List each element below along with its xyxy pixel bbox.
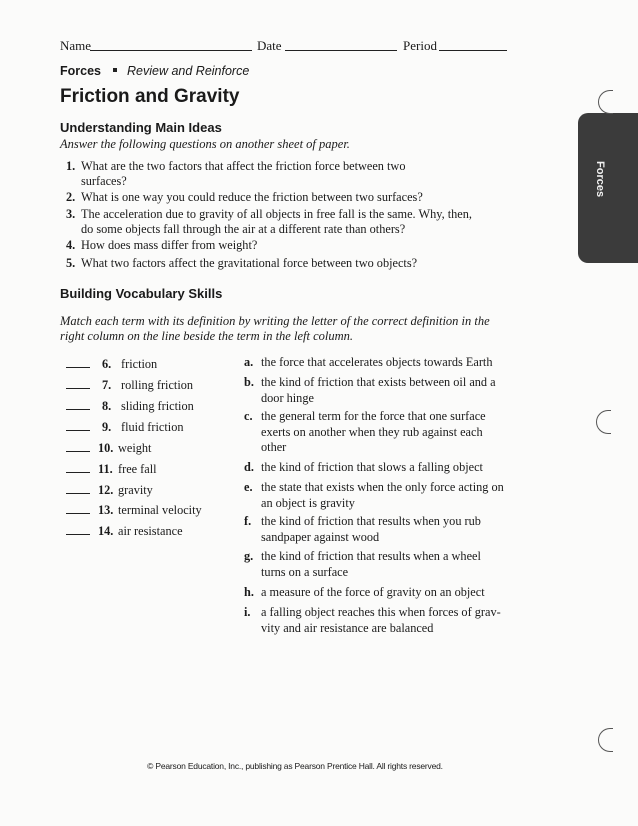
answer-blank[interactable] bbox=[66, 472, 90, 473]
answer-blank[interactable] bbox=[66, 451, 90, 452]
main-ideas-instruction: Answer the following questions on another sheet of paper. bbox=[60, 137, 350, 151]
question-number: 2. bbox=[66, 190, 76, 204]
section-name: Forces bbox=[60, 64, 101, 78]
answer-blank[interactable] bbox=[66, 388, 90, 389]
question-text: What are the two factors that affect the friction force between two surfaces? bbox=[81, 159, 406, 188]
term-item bbox=[66, 462, 216, 478]
term-text: rolling friction bbox=[121, 378, 194, 392]
question-text: What two factors affect the gravitational force between two objects? bbox=[81, 256, 418, 270]
period-line[interactable] bbox=[439, 39, 507, 51]
definition-text: the kind of friction that slows a falling object bbox=[261, 460, 483, 474]
definition-item bbox=[244, 460, 516, 476]
definition-text: a falling object reaches this when forces of grav-vity and air resistance are balanced bbox=[261, 605, 501, 635]
term-item bbox=[66, 420, 216, 436]
definition-letter: e. bbox=[244, 480, 253, 494]
binder-hole-icon bbox=[596, 410, 611, 434]
term-text: weight bbox=[118, 441, 152, 455]
question-number: 1. bbox=[66, 159, 76, 173]
term-item bbox=[66, 524, 216, 540]
term-number: 14. bbox=[98, 524, 114, 538]
question-item bbox=[66, 190, 486, 205]
question-text: How does mass differ from weight? bbox=[81, 238, 258, 252]
term-number: 13. bbox=[98, 503, 114, 517]
term-text: free fall bbox=[118, 462, 157, 476]
date-line[interactable] bbox=[285, 39, 397, 51]
binder-hole-icon bbox=[598, 90, 613, 114]
header-fields bbox=[60, 38, 520, 56]
page-title: Friction and Gravity bbox=[60, 86, 240, 107]
answer-blank[interactable] bbox=[66, 430, 90, 431]
definition-letter: f. bbox=[244, 514, 252, 528]
definition-letter: a. bbox=[244, 355, 254, 369]
question-item bbox=[66, 159, 486, 189]
definition-text: the kind of friction that results when you rub sandpaper against wood bbox=[261, 514, 481, 544]
term-item bbox=[66, 503, 216, 519]
definition-text: the kind of friction that exists between oil and a door hinge bbox=[261, 375, 496, 405]
answer-blank[interactable] bbox=[66, 367, 90, 368]
name-label: Name bbox=[60, 38, 92, 53]
term-text: sliding friction bbox=[121, 399, 194, 413]
definition-text: the general term for the force that one surface exerts on another when they rub against each other bbox=[261, 409, 486, 454]
definition-item bbox=[244, 375, 516, 406]
definition-text: the kind of friction that results when a wheel turns on a surface bbox=[261, 549, 481, 579]
term-item bbox=[66, 399, 216, 415]
term-text: air resistance bbox=[118, 524, 183, 538]
definition-text: the state that exists when the only force acting on an object is gravity bbox=[261, 480, 504, 510]
definition-item bbox=[244, 480, 516, 511]
copyright-footer: © Pearson Education, Inc., publishing as Pearson Prentice Hall. All rights reserved. bbox=[147, 761, 443, 771]
term-text: gravity bbox=[118, 483, 153, 497]
question-number: 5. bbox=[66, 256, 76, 270]
term-text: friction bbox=[121, 357, 158, 371]
answer-blank[interactable] bbox=[66, 513, 90, 514]
definition-item bbox=[244, 549, 516, 580]
term-number: 10. bbox=[98, 441, 114, 455]
section-side-tab bbox=[578, 113, 638, 263]
name-line[interactable] bbox=[90, 39, 252, 51]
answer-blank[interactable] bbox=[66, 534, 90, 535]
term-number: 8. bbox=[102, 399, 112, 413]
term-text: fluid friction bbox=[121, 420, 184, 434]
question-item bbox=[66, 238, 486, 253]
definition-item bbox=[244, 409, 516, 456]
definition-letter: d. bbox=[244, 460, 254, 474]
question-item bbox=[66, 256, 486, 271]
question-number: 3. bbox=[66, 207, 76, 221]
definition-item bbox=[244, 355, 516, 371]
question-text: The acceleration due to gravity of all objects in free fall is the same. Why, then, do some objects fall through the air at a different rate than others? bbox=[81, 207, 472, 236]
question-text: What is one way you could reduce the friction between two surfaces? bbox=[81, 190, 423, 204]
definition-letter: h. bbox=[244, 585, 254, 599]
binder-hole-icon bbox=[598, 728, 613, 752]
definition-letter: b. bbox=[244, 375, 254, 389]
answer-blank[interactable] bbox=[66, 493, 90, 494]
definition-letter: i. bbox=[244, 605, 251, 619]
term-item bbox=[66, 441, 216, 457]
subtitle: Review and Reinforce bbox=[127, 64, 250, 78]
term-item bbox=[66, 378, 216, 394]
definition-item bbox=[244, 585, 516, 601]
definition-text: the force that accelerates objects towards Earth bbox=[261, 355, 493, 369]
date-label: Date bbox=[257, 38, 282, 53]
vocabulary-heading: Building Vocabulary Skills bbox=[60, 286, 223, 301]
term-item bbox=[66, 357, 216, 373]
bullet-icon bbox=[113, 68, 117, 72]
question-number: 4. bbox=[66, 238, 76, 252]
subheading bbox=[60, 64, 249, 78]
vocabulary-instruction: Match each term with its definition by writing the letter of the correct definition in the right column on the line beside the term in the left column. bbox=[60, 314, 490, 343]
question-item bbox=[66, 207, 486, 237]
term-number: 11. bbox=[98, 462, 113, 476]
term-number: 7. bbox=[102, 378, 112, 392]
term-number: 6. bbox=[102, 357, 112, 371]
definition-item bbox=[244, 605, 516, 636]
definition-text: a measure of the force of gravity on an object bbox=[261, 585, 485, 599]
side-tab-label: Forces bbox=[594, 161, 606, 198]
term-text: terminal velocity bbox=[118, 503, 202, 517]
definition-letter: c. bbox=[244, 409, 253, 423]
period-label: Period bbox=[403, 38, 437, 53]
term-item bbox=[66, 483, 216, 499]
term-number: 9. bbox=[102, 420, 112, 434]
answer-blank[interactable] bbox=[66, 409, 90, 410]
main-ideas-heading: Understanding Main Ideas bbox=[60, 120, 222, 135]
definition-item bbox=[244, 514, 516, 545]
term-number: 12. bbox=[98, 483, 114, 497]
definition-letter: g. bbox=[244, 549, 254, 563]
